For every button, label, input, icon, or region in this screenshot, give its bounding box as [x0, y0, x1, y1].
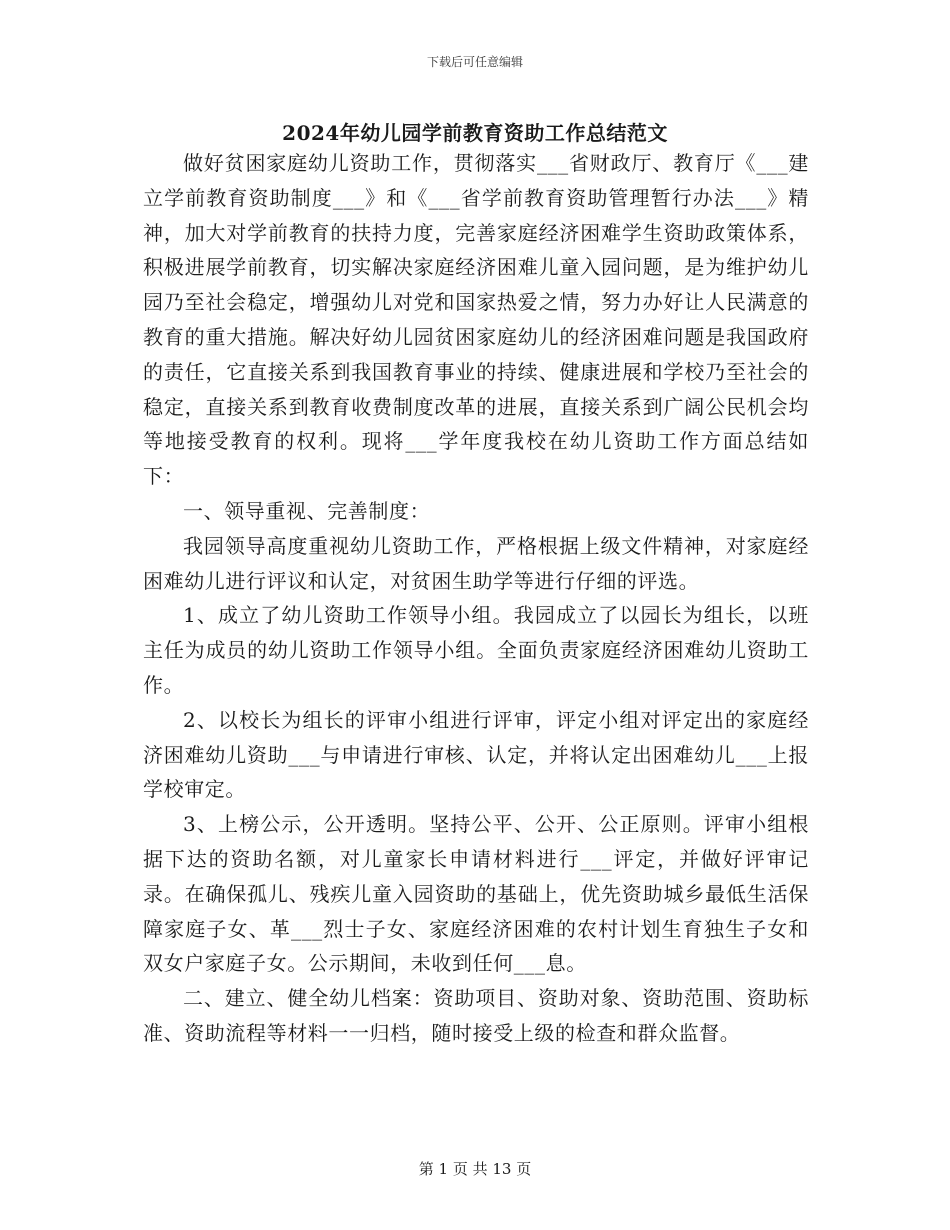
page-number: 第 1 页 共 13 页	[418, 1160, 532, 1178]
paragraph-item-3: 3、上榜公示，公开透明。坚持公平、公开、公正原则。评审小组根据下达的资助名额，对儿童家长申请材料进行___评定，并做好评审记录。在确保孤儿、残疾儿童入园资助的基础上，优先资助城乡最低生活保障家庭子女、革___烈士子女、家庭经济困难的农村计划生育独生子女和双女户家庭子女。公示期间，未收到任何___息。	[143, 812, 809, 976]
document-body	[143, 146, 809, 1051]
paragraph-intro: 做好贫困家庭幼儿资助工作，贯彻落实___省财政厅、教育厅《___建立学前教育资助制度___》和《___省学前教育资助管理暂行办法___》精神，加大对学前教育的扶持力度，完善家庭经济困难学生资助政策体系，积极进展学前教育，切实解决家庭经济困难儿童入园问题，是为维护幼儿园乃至社会稳定，增强幼儿对党和国家热爱之情，努力办好让人民满意的教育的重大措施。解决好幼儿园贫困家庭幼儿的经济困难问题是我国政府的责任，它直接关系到我国教育事业的持续、健康进展和学校乃至社会的稳定，直接关系到教育收费制度改革的进展，直接关系到广阔公民机会均等地接受教育的权利。现将___学年度我校在幼儿资助工作方面总结如下：	[143, 151, 809, 489]
document-title: 2024年幼儿园学前教育资助工作总结范文	[282, 121, 668, 145]
paragraph-leadership: 我园领导高度重视幼儿资助工作，严格根据上级文件精神，对家庭经困难幼儿进行评议和认定，对贫困生助学等进行仔细的评选。	[143, 533, 809, 593]
paragraph-archives: 二、建立、健全幼儿档案：资助项目、资助对象、资助范围、资助标准、资助流程等材料一一归档，随时接受上级的检查和群众监督。	[143, 986, 809, 1045]
section-heading-leadership: 一、领导重视、完善制度：	[183, 498, 431, 523]
paragraph-item-1: 1、成立了幼儿资助工作领导小组。我园成立了以园长为组长，以班主任为成员的幼儿资助工作领导小组。全面负责家庭经济困难幼儿资助工作。	[143, 603, 809, 697]
header-note: 下载后可任意编辑	[426, 55, 523, 69]
paragraph-item-2: 2、以校长为组长的评审小组进行评审，评定小组对评定出的家庭经济困难幼儿资助___与申请进行审核、认定，并将认定出困难幼儿___上报学校审定。	[143, 707, 809, 802]
